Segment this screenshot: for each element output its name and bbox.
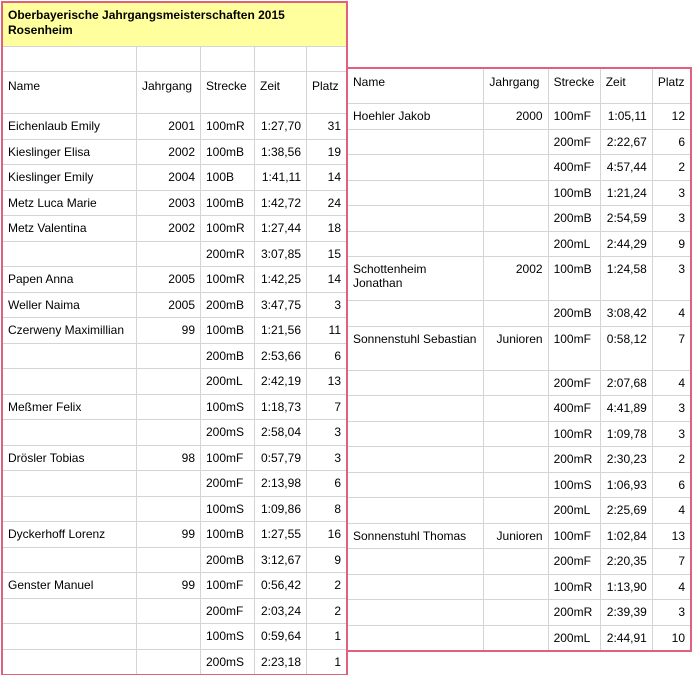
cell-jahrgang xyxy=(137,241,201,267)
cell-name xyxy=(348,549,484,575)
cell-jahrgang xyxy=(484,498,548,524)
cell-zeit: 3:12,67 xyxy=(255,547,307,573)
cell-strecke: 100mR xyxy=(548,421,600,447)
cell-zeit: 1:18,73 xyxy=(255,394,307,420)
cell-strecke: 100mF xyxy=(548,326,600,370)
cell-jahrgang: Junioren xyxy=(484,523,548,549)
table-row xyxy=(348,625,691,651)
cell-platz: 14 xyxy=(307,267,347,293)
cell-platz: 2 xyxy=(652,447,690,473)
cell-strecke: 200mB xyxy=(548,301,600,327)
cell-platz: 2 xyxy=(307,598,347,624)
cell-name: Sonnenstuhl Sebastian xyxy=(348,326,484,370)
header-jahrgang: Jahrgang xyxy=(484,69,548,104)
cell-name xyxy=(3,471,137,497)
table-row xyxy=(348,326,691,370)
cell-name xyxy=(348,370,484,396)
cell-zeit: 2:25,69 xyxy=(600,498,652,524)
cell-platz: 3 xyxy=(652,257,690,301)
table-row xyxy=(348,301,691,327)
table-row xyxy=(348,257,691,301)
cell-platz: 11 xyxy=(307,318,347,344)
table-row xyxy=(348,396,691,422)
cell-jahrgang xyxy=(484,600,548,626)
cell-name: Papen Anna xyxy=(3,267,137,293)
header-zeit: Zeit xyxy=(255,72,307,114)
cell-zeit: 2:30,23 xyxy=(600,447,652,473)
cell-name xyxy=(348,396,484,422)
cell-platz: 10 xyxy=(652,625,690,651)
header-platz: Platz xyxy=(652,69,690,104)
cell-jahrgang xyxy=(137,471,201,497)
cell-name xyxy=(3,420,137,446)
results-table-left xyxy=(2,2,347,675)
cell-jahrgang xyxy=(484,370,548,396)
blank-row xyxy=(3,47,347,72)
cell-name xyxy=(3,496,137,522)
cell-name: Sonnenstuhl Thomas xyxy=(348,523,484,549)
cell-platz: 1 xyxy=(307,624,347,650)
cell-jahrgang: 2003 xyxy=(137,190,201,216)
table-row xyxy=(3,598,347,624)
cell-zeit: 1:27,44 xyxy=(255,216,307,242)
cell-platz: 8 xyxy=(307,496,347,522)
table-row xyxy=(3,624,347,650)
cell-strecke: 200mR xyxy=(548,447,600,473)
cell-strecke: 200mF xyxy=(201,471,255,497)
cell-jahrgang xyxy=(137,649,201,675)
table-row xyxy=(3,573,347,599)
header-platz: Platz xyxy=(307,72,347,114)
cell-strecke: 200mS xyxy=(201,420,255,446)
cell-name xyxy=(348,421,484,447)
cell-name xyxy=(3,547,137,573)
cell-strecke: 100mB xyxy=(201,139,255,165)
cell-zeit: 4:41,89 xyxy=(600,396,652,422)
cell-strecke: 200mF xyxy=(201,598,255,624)
table-row xyxy=(348,180,691,206)
cell-jahrgang: 2004 xyxy=(137,165,201,191)
cell-strecke: 100mS xyxy=(201,496,255,522)
table-row xyxy=(3,139,347,165)
cell-strecke: 200mB xyxy=(201,343,255,369)
cell-jahrgang xyxy=(137,598,201,624)
cell-strecke: 400mF xyxy=(548,396,600,422)
cell-platz: 4 xyxy=(652,574,690,600)
cell-jahrgang xyxy=(484,472,548,498)
cell-jahrgang xyxy=(484,447,548,473)
cell-jahrgang xyxy=(137,369,201,395)
cell-name: Drösler Tobias xyxy=(3,445,137,471)
cell-platz: 12 xyxy=(652,104,690,130)
cell-platz: 3 xyxy=(307,420,347,446)
cell-zeit: 2:03,24 xyxy=(255,598,307,624)
cell-name xyxy=(348,472,484,498)
cell-strecke: 100mS xyxy=(201,624,255,650)
table-row xyxy=(3,649,347,675)
table-row xyxy=(3,318,347,344)
cell-platz: 6 xyxy=(307,343,347,369)
cell-strecke: 200mL xyxy=(548,231,600,257)
cell-strecke: 200mR xyxy=(201,241,255,267)
cell-platz: 7 xyxy=(652,326,690,370)
cell-name: Dyckerhoff Lorenz xyxy=(3,522,137,548)
cell-platz: 1 xyxy=(307,649,347,675)
cell-zeit: 1:06,93 xyxy=(600,472,652,498)
header-name: Name xyxy=(348,69,484,104)
cell-zeit: 2:44,29 xyxy=(600,231,652,257)
cell-strecke: 200mL xyxy=(548,625,600,651)
cell-jahrgang xyxy=(484,155,548,181)
cell-platz: 14 xyxy=(307,165,347,191)
header-name: Name xyxy=(3,72,137,114)
cell-jahrgang xyxy=(484,549,548,575)
cell-name xyxy=(348,625,484,651)
cell-platz: 6 xyxy=(652,472,690,498)
header-row xyxy=(3,72,347,114)
cell-platz: 4 xyxy=(652,498,690,524)
cell-jahrgang xyxy=(484,206,548,232)
cell-strecke: 100mR xyxy=(201,216,255,242)
cell-jahrgang xyxy=(484,396,548,422)
cell-strecke: 100mF xyxy=(548,104,600,130)
cell-platz: 9 xyxy=(652,231,690,257)
cell-platz: 18 xyxy=(307,216,347,242)
cell-name xyxy=(348,180,484,206)
cell-name: Meßmer Felix xyxy=(3,394,137,420)
cell-jahrgang xyxy=(484,574,548,600)
table-row xyxy=(348,129,691,155)
cell-strecke: 200mR xyxy=(548,600,600,626)
cell-name xyxy=(348,447,484,473)
cell-strecke: 100mR xyxy=(201,114,255,140)
cell-zeit: 0:58,12 xyxy=(600,326,652,370)
cell-strecke: 200mF xyxy=(548,129,600,155)
table-row xyxy=(3,369,347,395)
cell-strecke: 100mB xyxy=(548,180,600,206)
table-row xyxy=(348,104,691,130)
cell-zeit: 1:27,70 xyxy=(255,114,307,140)
cell-strecke: 100mB xyxy=(201,190,255,216)
cell-strecke: 100mS xyxy=(548,472,600,498)
cell-strecke: 200mF xyxy=(548,370,600,396)
header-zeit: Zeit xyxy=(600,69,652,104)
cell-jahrgang: 2001 xyxy=(137,114,201,140)
table-row xyxy=(3,114,347,140)
cell-zeit: 2:13,98 xyxy=(255,471,307,497)
cell-platz: 9 xyxy=(307,547,347,573)
table-row xyxy=(3,216,347,242)
cell-strecke: 100mF xyxy=(201,573,255,599)
table-row xyxy=(348,421,691,447)
table-row xyxy=(348,370,691,396)
cell-zeit: 2:58,04 xyxy=(255,420,307,446)
cell-strecke: 100mF xyxy=(201,445,255,471)
cell-zeit: 1:42,25 xyxy=(255,267,307,293)
table-row xyxy=(3,241,347,267)
cell-jahrgang: 2000 xyxy=(484,104,548,130)
cell-strecke: 200mL xyxy=(548,498,600,524)
cell-jahrgang xyxy=(137,547,201,573)
cell-platz: 15 xyxy=(307,241,347,267)
cell-jahrgang xyxy=(137,420,201,446)
cell-platz: 6 xyxy=(307,471,347,497)
title-line-2: Rosenheim xyxy=(8,23,73,37)
cell-jahrgang xyxy=(484,625,548,651)
cell-zeit: 4:57,44 xyxy=(600,155,652,181)
cell-jahrgang xyxy=(137,624,201,650)
cell-jahrgang: 2002 xyxy=(484,257,548,301)
cell-name xyxy=(3,598,137,624)
cell-name xyxy=(3,343,137,369)
cell-strecke: 100mB xyxy=(201,522,255,548)
cell-jahrgang xyxy=(484,301,548,327)
cell-name: Czerweny Maximillian xyxy=(3,318,137,344)
table-row xyxy=(3,445,347,471)
cell-platz: 16 xyxy=(307,522,347,548)
table-row xyxy=(3,547,347,573)
sheet-title xyxy=(3,3,347,47)
cell-zeit: 2:20,35 xyxy=(600,549,652,575)
cell-platz: 3 xyxy=(307,445,347,471)
table-row xyxy=(348,206,691,232)
cell-platz: 13 xyxy=(652,523,690,549)
header-strecke: Strecke xyxy=(548,69,600,104)
cell-strecke: 100B xyxy=(201,165,255,191)
cell-platz: 7 xyxy=(652,549,690,575)
cell-name xyxy=(348,155,484,181)
cell-platz: 2 xyxy=(307,573,347,599)
cell-zeit: 2:54,59 xyxy=(600,206,652,232)
cell-zeit: 2:53,66 xyxy=(255,343,307,369)
cell-name: Eichenlaub Emily xyxy=(3,114,137,140)
cell-name xyxy=(348,301,484,327)
cell-platz: 3 xyxy=(652,600,690,626)
table-row xyxy=(348,549,691,575)
cell-strecke: 400mF xyxy=(548,155,600,181)
cell-platz: 3 xyxy=(307,292,347,318)
cell-name: Metz Luca Marie xyxy=(3,190,137,216)
cell-jahrgang xyxy=(137,496,201,522)
cell-strecke: 100mR xyxy=(201,267,255,293)
table-row xyxy=(3,343,347,369)
cell-strecke: 200mL xyxy=(201,369,255,395)
table-row xyxy=(3,522,347,548)
cell-zeit: 3:07,85 xyxy=(255,241,307,267)
cell-platz: 2 xyxy=(652,155,690,181)
table-row xyxy=(348,498,691,524)
cell-platz: 4 xyxy=(652,370,690,396)
left-table-body xyxy=(3,114,347,675)
table-row xyxy=(348,574,691,600)
cell-zeit: 1:05,11 xyxy=(600,104,652,130)
table-row xyxy=(3,292,347,318)
cell-jahrgang xyxy=(137,343,201,369)
cell-zeit: 1:09,86 xyxy=(255,496,307,522)
cell-platz: 13 xyxy=(307,369,347,395)
table-row xyxy=(348,472,691,498)
cell-name xyxy=(3,241,137,267)
cell-jahrgang xyxy=(484,231,548,257)
cell-name: Metz Valentina xyxy=(3,216,137,242)
table-row xyxy=(3,267,347,293)
cell-platz: 19 xyxy=(307,139,347,165)
cell-name xyxy=(348,600,484,626)
cell-platz: 3 xyxy=(652,396,690,422)
header-row xyxy=(348,69,691,104)
cell-zeit: 1:02,84 xyxy=(600,523,652,549)
cell-name: Kieslinger Emily xyxy=(3,165,137,191)
title-row xyxy=(3,3,347,47)
cell-strecke: 200mB xyxy=(201,547,255,573)
cell-jahrgang xyxy=(484,129,548,155)
cell-zeit: 1:38,56 xyxy=(255,139,307,165)
title-line-1: Oberbayerische Jahrgangsmeisterschaften 2015 xyxy=(8,8,285,22)
table-row xyxy=(348,523,691,549)
cell-jahrgang: 2005 xyxy=(137,292,201,318)
table-row xyxy=(3,165,347,191)
cell-jahrgang: Junioren xyxy=(484,326,548,370)
cell-platz: 7 xyxy=(307,394,347,420)
cell-jahrgang: 2005 xyxy=(137,267,201,293)
table-row xyxy=(348,155,691,181)
cell-zeit: 1:27,55 xyxy=(255,522,307,548)
cell-zeit: 1:09,78 xyxy=(600,421,652,447)
header-jahrgang: Jahrgang xyxy=(137,72,201,114)
table-row xyxy=(3,190,347,216)
cell-strecke: 200mS xyxy=(201,649,255,675)
cell-jahrgang xyxy=(484,421,548,447)
cell-zeit: 0:59,64 xyxy=(255,624,307,650)
cell-jahrgang: 2002 xyxy=(137,216,201,242)
table-row xyxy=(3,496,347,522)
cell-strecke: 100mB xyxy=(201,318,255,344)
cell-strecke: 200mF xyxy=(548,549,600,575)
cell-zeit: 1:41,11 xyxy=(255,165,307,191)
cell-zeit: 2:44,91 xyxy=(600,625,652,651)
cell-name: Hoehler Jakob xyxy=(348,104,484,130)
table-row xyxy=(3,394,347,420)
cell-strecke: 200mB xyxy=(201,292,255,318)
cell-zeit: 2:07,68 xyxy=(600,370,652,396)
cell-name: Weller Naima xyxy=(3,292,137,318)
table-row xyxy=(348,231,691,257)
cell-strecke: 100mS xyxy=(201,394,255,420)
cell-strecke: 200mB xyxy=(548,206,600,232)
cell-name xyxy=(3,369,137,395)
cell-jahrgang: 98 xyxy=(137,445,201,471)
table-row xyxy=(3,420,347,446)
cell-platz: 3 xyxy=(652,206,690,232)
cell-name xyxy=(348,574,484,600)
cell-name xyxy=(3,624,137,650)
cell-name xyxy=(348,206,484,232)
cell-zeit: 0:56,42 xyxy=(255,573,307,599)
cell-name xyxy=(3,649,137,675)
table-row xyxy=(348,447,691,473)
cell-jahrgang xyxy=(137,394,201,420)
cell-zeit: 1:24,58 xyxy=(600,257,652,301)
cell-name: Kieslinger Elisa xyxy=(3,139,137,165)
cell-zeit: 3:47,75 xyxy=(255,292,307,318)
cell-jahrgang: 99 xyxy=(137,573,201,599)
cell-platz: 4 xyxy=(652,301,690,327)
cell-name: Genster Manuel xyxy=(3,573,137,599)
cell-zeit: 0:57,79 xyxy=(255,445,307,471)
header-strecke: Strecke xyxy=(201,72,255,114)
right-table-body xyxy=(348,104,691,651)
cell-zeit: 1:13,90 xyxy=(600,574,652,600)
cell-zeit: 2:22,67 xyxy=(600,129,652,155)
cell-jahrgang: 99 xyxy=(137,318,201,344)
cell-zeit: 2:42,19 xyxy=(255,369,307,395)
cell-name xyxy=(348,498,484,524)
cell-name xyxy=(348,231,484,257)
cell-jahrgang xyxy=(484,180,548,206)
results-table-right xyxy=(347,68,691,651)
cell-zeit: 1:42,72 xyxy=(255,190,307,216)
cell-zeit: 1:21,56 xyxy=(255,318,307,344)
table-row xyxy=(3,471,347,497)
cell-platz: 6 xyxy=(652,129,690,155)
cell-platz: 24 xyxy=(307,190,347,216)
cell-zeit: 3:08,42 xyxy=(600,301,652,327)
cell-jahrgang: 2002 xyxy=(137,139,201,165)
cell-strecke: 100mR xyxy=(548,574,600,600)
cell-platz: 3 xyxy=(652,421,690,447)
cell-jahrgang: 99 xyxy=(137,522,201,548)
cell-zeit: 2:23,18 xyxy=(255,649,307,675)
cell-zeit: 1:21,24 xyxy=(600,180,652,206)
cell-platz: 31 xyxy=(307,114,347,140)
cell-strecke: 100mF xyxy=(548,523,600,549)
table-row xyxy=(348,600,691,626)
cell-name: Schottenheim Jonathan xyxy=(348,257,484,301)
cell-platz: 3 xyxy=(652,180,690,206)
cell-strecke: 100mB xyxy=(548,257,600,301)
cell-name xyxy=(348,129,484,155)
cell-zeit: 2:39,39 xyxy=(600,600,652,626)
